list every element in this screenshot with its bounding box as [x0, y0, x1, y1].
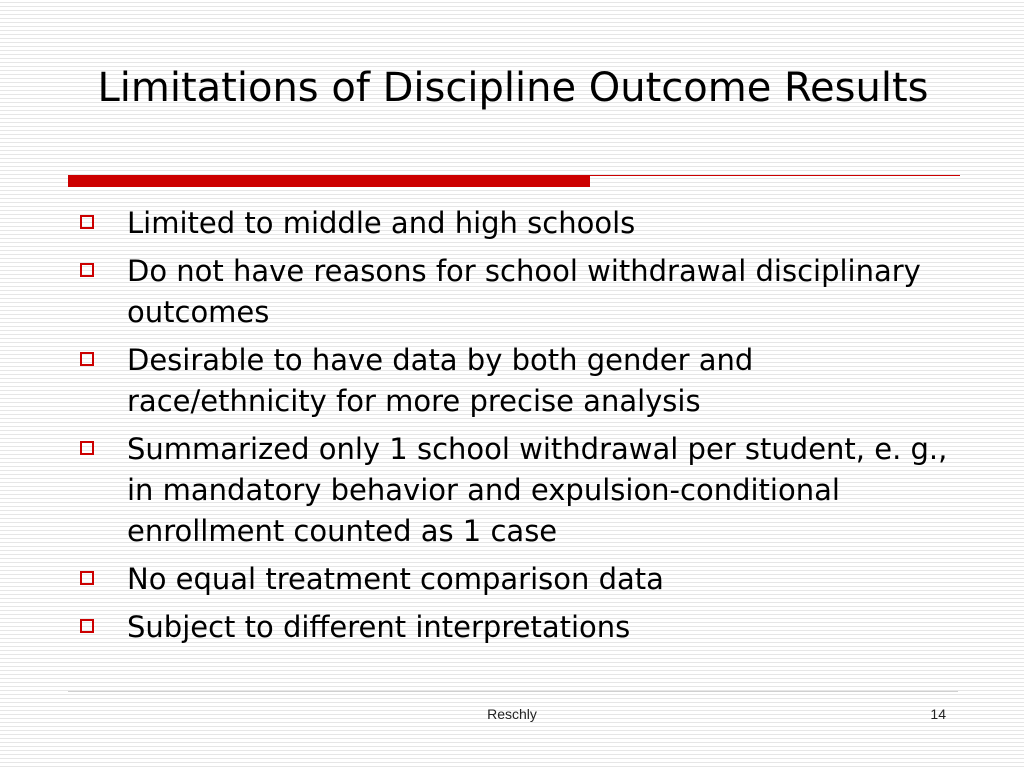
square-bullet-icon [80, 352, 94, 366]
footer-author: Reschly [487, 706, 537, 722]
bullet-list [78, 203, 948, 655]
bullet-text: Desirable to have data by both gender and race/ethnicity for more precise analysis [127, 343, 754, 418]
title-divider-thick [68, 175, 590, 187]
bullet-item [78, 559, 948, 600]
footer-divider [68, 691, 958, 692]
bullet-item [78, 607, 948, 648]
page-number: 14 [930, 706, 946, 722]
slide-title: Limitations of Discipline Outcome Results [97, 65, 929, 111]
square-bullet-icon [80, 215, 94, 229]
bullet-text: Subject to different interpretations [127, 610, 631, 644]
square-bullet-icon [80, 441, 94, 455]
bullet-item [78, 251, 948, 333]
square-bullet-icon [80, 263, 94, 277]
bullet-text: Limited to middle and high schools [127, 206, 636, 240]
bullet-text: No equal treatment comparison data [127, 562, 664, 596]
bullet-item [78, 429, 948, 552]
bullet-item [78, 340, 948, 422]
square-bullet-icon [80, 619, 94, 633]
bullet-item [78, 203, 948, 244]
bullet-text: Do not have reasons for school withdrawal disciplinary outcomes [127, 254, 921, 329]
bullet-text: Summarized only 1 school withdrawal per student, e. g., in mandatory behavior and expulsion-conditional enrollment counted as 1 case [127, 432, 948, 548]
square-bullet-icon [80, 571, 94, 585]
